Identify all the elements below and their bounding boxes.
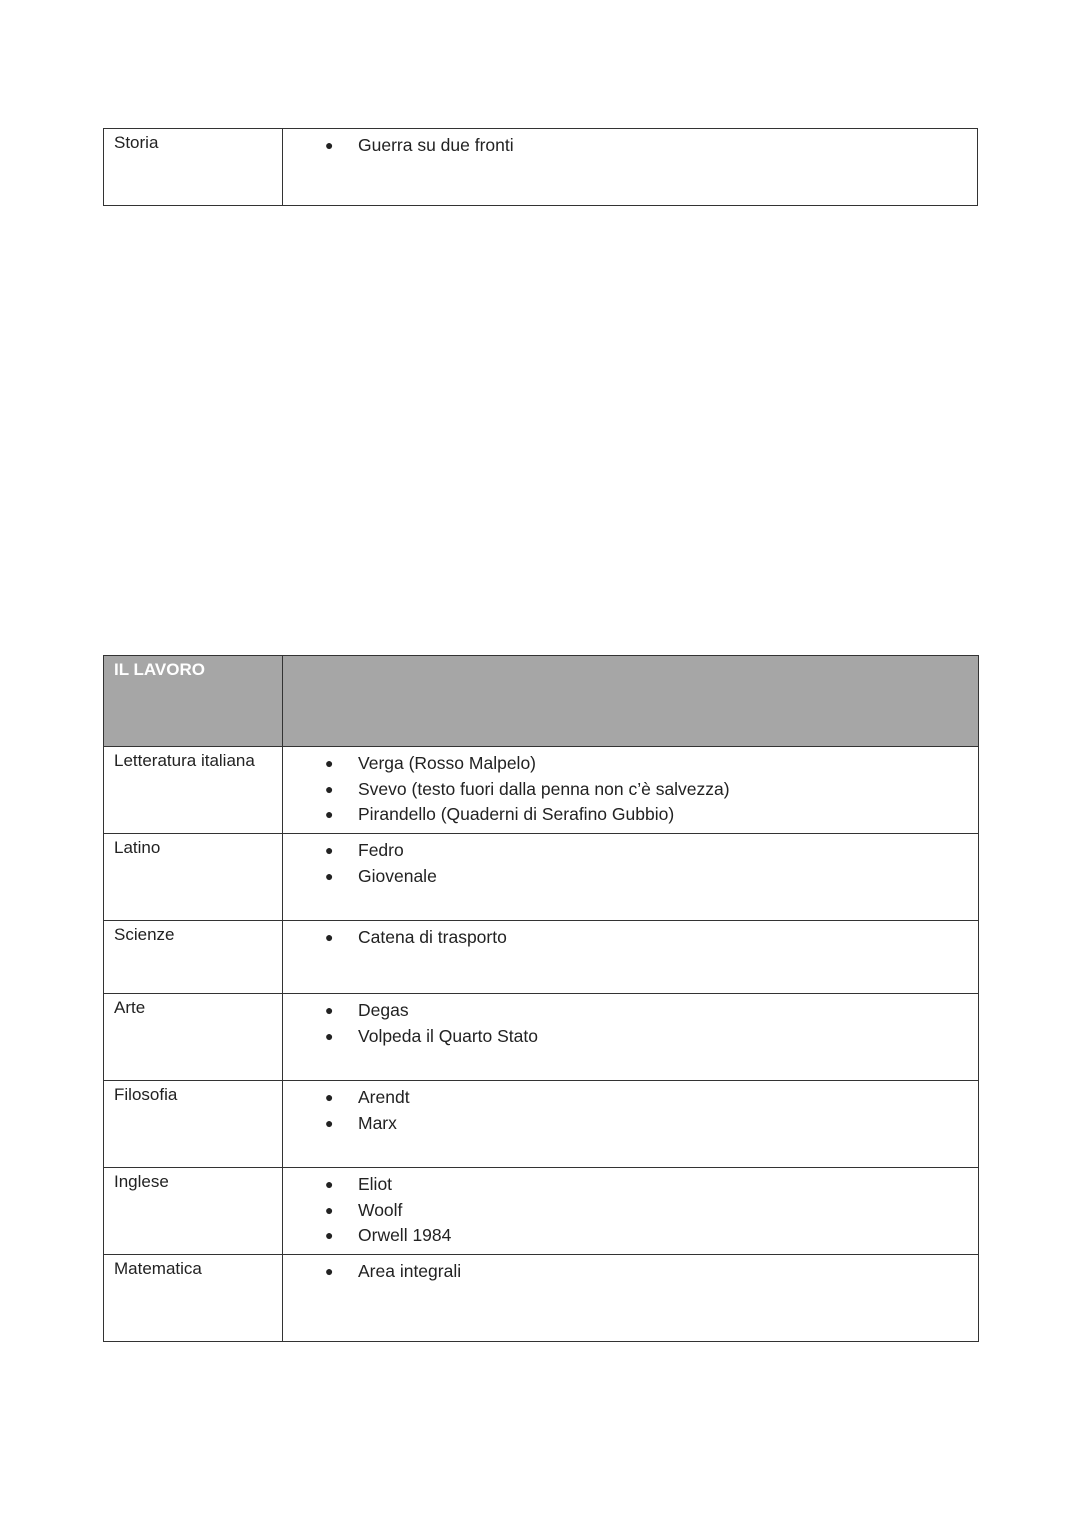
subject-cell: Letteratura italiana xyxy=(104,747,283,834)
bullet-icon: ● xyxy=(325,1002,334,1018)
bullet-icon: ● xyxy=(325,1227,334,1243)
subject-cell: Inglese xyxy=(104,1168,283,1255)
list-item-text: Degas xyxy=(358,1000,409,1020)
list-item-text: Marx xyxy=(358,1112,397,1133)
subject-cell: Storia xyxy=(104,129,283,206)
subject-cell: Latino xyxy=(104,834,283,921)
list-item-text: Area integrali xyxy=(358,1261,462,1281)
list-item-text: Guerra su due fronti xyxy=(358,135,514,155)
list-item-text: Orwell 1984 xyxy=(358,1225,452,1245)
il-lavoro-table xyxy=(103,655,979,1342)
subject-cell: Arte xyxy=(104,994,283,1081)
list-item-text: Eliot xyxy=(358,1174,393,1194)
table-row xyxy=(104,834,979,921)
list-item xyxy=(283,1223,978,1249)
content-cell xyxy=(283,834,979,921)
table-row xyxy=(104,994,979,1081)
topic-list xyxy=(283,751,978,828)
list-item xyxy=(283,751,978,777)
content-cell xyxy=(283,1168,979,1255)
table-header-row xyxy=(104,656,979,747)
table-row xyxy=(104,129,978,206)
bullet-icon: ● xyxy=(325,1176,334,1192)
content-cell xyxy=(283,747,979,834)
list-item xyxy=(283,864,978,890)
subject-cell: Scienze xyxy=(104,921,283,994)
list-item-text: Giovenale xyxy=(358,865,437,886)
topic-list xyxy=(283,1085,978,1136)
content-cell xyxy=(283,994,979,1081)
bullet-icon: ● xyxy=(325,780,334,797)
list-item xyxy=(283,1024,978,1050)
list-item-text: Woolf xyxy=(358,1199,403,1220)
list-item xyxy=(283,1172,978,1198)
content-cell xyxy=(283,921,979,994)
topic-list xyxy=(283,1259,978,1285)
bullet-icon: ● xyxy=(325,806,334,822)
list-item xyxy=(283,1111,978,1137)
bullet-icon: ● xyxy=(325,929,334,945)
list-item-text: Arendt xyxy=(358,1087,410,1107)
list-item xyxy=(283,1085,978,1111)
subject-cell: Matematica xyxy=(104,1255,283,1342)
bullet-icon: ● xyxy=(325,137,334,153)
list-item xyxy=(283,925,978,951)
content-cell xyxy=(283,1255,979,1342)
list-item xyxy=(283,838,978,864)
list-item-text: Pirandello (Quaderni di Serafino Gubbio) xyxy=(358,804,675,824)
table-row xyxy=(104,1255,979,1342)
topic-list xyxy=(283,925,978,951)
bullet-icon: ● xyxy=(325,1027,334,1044)
bullet-icon: ● xyxy=(325,1201,334,1218)
table-row xyxy=(104,1168,979,1255)
list-item-text: Svevo (testo fuori dalla penna non c’è salvezza) xyxy=(358,778,730,799)
list-item xyxy=(283,998,978,1024)
bullet-icon: ● xyxy=(325,867,334,884)
table-row xyxy=(104,921,979,994)
topic-list xyxy=(283,838,978,889)
list-item-text: Verga (Rosso Malpelo) xyxy=(358,753,536,773)
list-item-text: Catena di trasporto xyxy=(358,927,507,947)
subject-cell: Filosofia xyxy=(104,1081,283,1168)
bullet-icon: ● xyxy=(325,1114,334,1131)
bullet-icon: ● xyxy=(325,1089,334,1105)
bullet-icon: ● xyxy=(325,1263,334,1279)
list-item xyxy=(283,802,978,828)
table-row xyxy=(104,747,979,834)
topic-list xyxy=(283,998,978,1049)
header-empty-cell xyxy=(283,656,979,747)
list-item xyxy=(283,133,977,159)
bullet-icon: ● xyxy=(325,755,334,771)
topic-list xyxy=(283,133,977,159)
topic-list xyxy=(283,1172,978,1249)
content-cell xyxy=(283,129,978,206)
list-item xyxy=(283,1259,978,1285)
table-row xyxy=(104,1081,979,1168)
list-item xyxy=(283,777,978,803)
content-cell xyxy=(283,1081,979,1168)
list-item xyxy=(283,1198,978,1224)
list-item-text: Volpeda il Quarto Stato xyxy=(358,1025,538,1046)
bullet-icon: ● xyxy=(325,842,334,858)
storia-table xyxy=(103,128,978,206)
list-item-text: Fedro xyxy=(358,840,404,860)
table-title: IL LAVORO xyxy=(104,656,283,747)
